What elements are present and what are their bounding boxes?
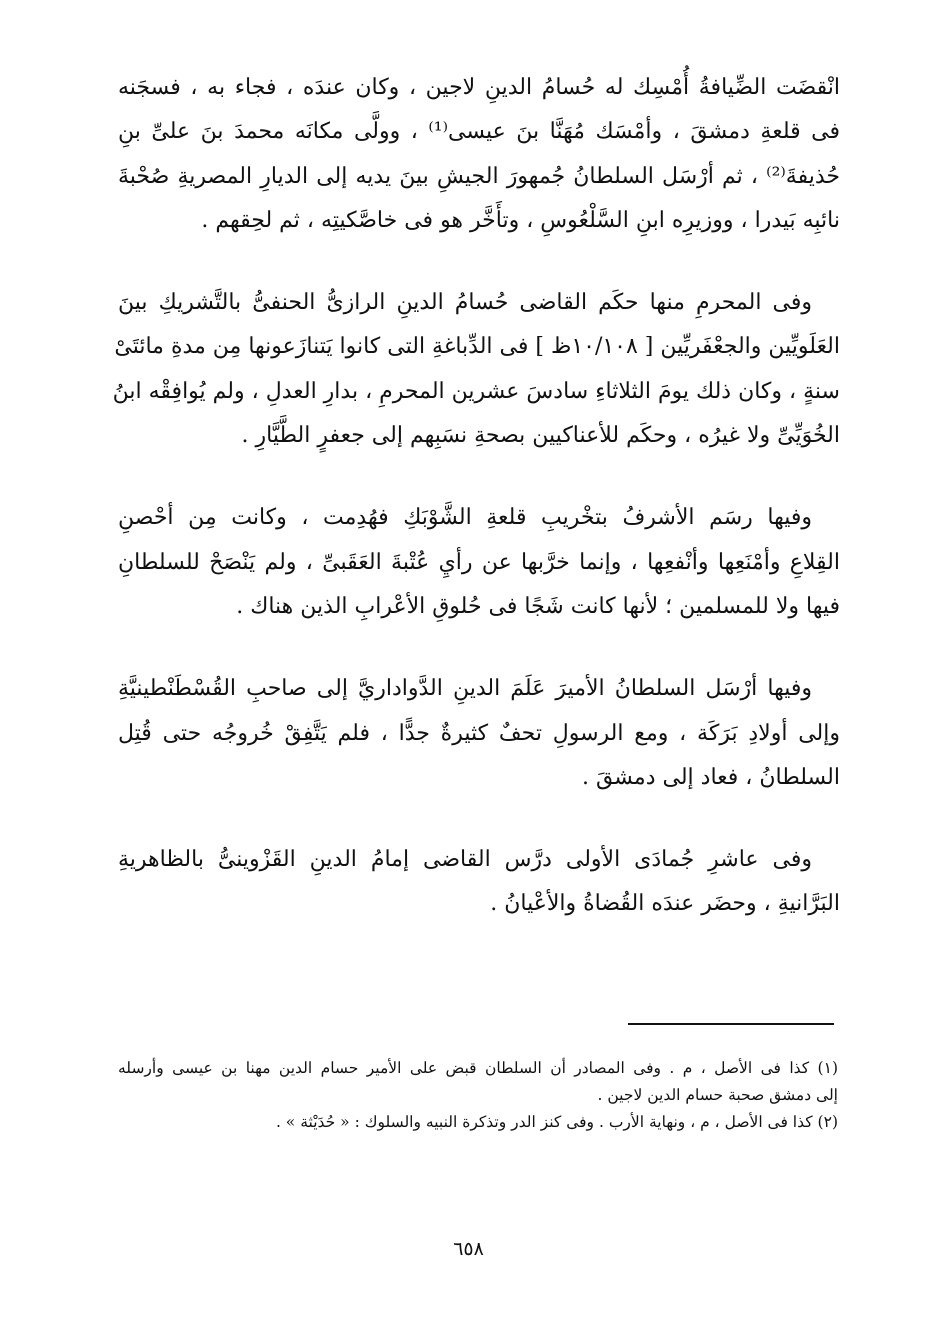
text-line: فيها ولا للمسلمين ؛ لأنها كانت شَجًا فى حُلوقِ الأعْرابِ الذين هناك .	[236, 593, 840, 619]
text-line: الخُوَيِّىِّ ولا غيرُه ، وحكَم للأعناكيين بصحةِ نسَبِهم إلى جعفرٍ الطَّيَّارِ .	[241, 423, 840, 449]
paragraph-2	[112, 281, 840, 458]
text-line: وفيها أرْسَل السلطانُ الأميرَ عَلَمَ الدينِ الدَّواداريَّ إلى صاحبِ القُسْطَنْطينيَّةِ	[118, 676, 812, 702]
text-line: القِلاعِ وأمْنَعِها وأنْفعِها ، وإنما خرَّبها عن رأيِ عُتْبةَ العَقَبىِّ ، ولم يَنْصَحْ للسلطانِ	[118, 549, 840, 575]
text-line: السلطانُ ، فعاد إلى دمشقَ .	[581, 764, 840, 790]
text-line: العَلَويِّين والجعْفَريِّين [ ١٠/١٠٨ظ ] فى الدِّباغةِ التى كانوا يَتنازَعونها مِن مدةِ مائتَىْ	[114, 334, 840, 360]
footnote-line: إلى دمشق صحبة حسام الدين لاجين .	[597, 1086, 838, 1104]
main-text	[112, 66, 840, 927]
text-line: نائبِه بَيدرا ، ووزيرِه ابنِ السَّلْعُوسِ ، وتأَخَّر هو فى خاصَّكيتِه ، ثم لحِقهم .	[201, 207, 840, 233]
page-number: ٦٥٨	[453, 1238, 484, 1260]
footnote-line: (١) كذا فى الأصل ، م . وفى المصادر أن السلطان قبض على الأمير حسام الدين مهنا بن عيسى وأرسله	[118, 1059, 838, 1077]
text-line: وإلى أولادِ بَرَكَة ، ومع الرسولِ تحفٌ كثيرةٌ جدًّا ، فلم يَتَّفِقْ خُروجُه حتى قُتِل	[118, 720, 840, 746]
text-line: وفى المحرمِ منها حكَم القاضى حُسامُ الدينِ الرازىُّ الحنفىُّ بالتَّشريكِ بينَ	[118, 290, 812, 316]
footnotes	[118, 1055, 838, 1136]
paragraph-3	[118, 496, 840, 629]
paragraph-4	[118, 667, 840, 800]
text-line: انْقضَت الضِّيافةُ أُمْسِك له حُسامُ الدينِ لاجين ، وكان عندَه ، فجاء به ، فسجَنه	[118, 75, 840, 100]
text-line: سنةٍ ، وكان ذلك يومَ الثلاثاءِ سادسَ عشرين المحرمِ ، بدارِ العدلِ ، ولم يُوافِقْه ابنُ	[112, 378, 840, 404]
footnote-divider	[628, 1023, 834, 1025]
text-line: البَرَّانيةِ ، وحضَر عندَه القُضاةُ والأعْيانُ .	[490, 891, 840, 917]
text-line: حُذيفةَ⁽²⁾ ، ثم أرْسَل السلطانُ جُمهورَ الجيشِ بينَ يديه إلى الديارِ المصريةِ صُحْبةَ	[118, 163, 840, 189]
text-line: وفيها رسَم الأشرفُ بتخْريبِ قلعةِ الشَّوْبَكِ فهُدِمت ، وكانت مِن أحْصنِ	[118, 505, 812, 531]
footnote-line: (٢) كذا فى الأصل ، م ، ونهاية الأرب . وفى كنز الدر وتذكرة النبيه والسلوك : « حُدَيْثة » .	[275, 1113, 838, 1131]
paragraph-5	[118, 838, 840, 927]
text-line: وفى عاشرِ جُمادَى الأولى درَّس القاضى إمامُ الدينِ القَزْوينىُّ بالظاهريةِ	[118, 847, 812, 873]
paragraph-1	[118, 66, 840, 243]
text-line: فى قلعةِ دمشقَ ، وأمْسَك مُهَنَّا بنَ عيسى⁽¹⁾ ، وولَّى مكانَه محمدَ بنَ علىِّ بنِ	[118, 119, 840, 145]
